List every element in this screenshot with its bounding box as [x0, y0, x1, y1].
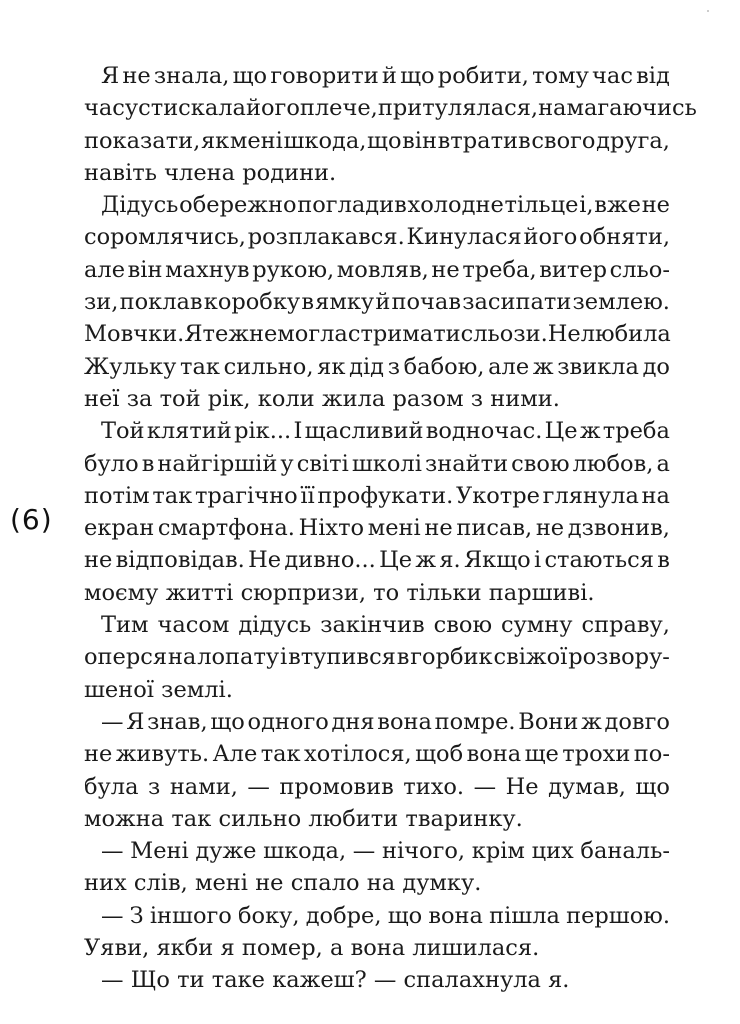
- word: свіжої: [493, 644, 568, 671]
- word: —: [101, 967, 124, 994]
- word: рукою,: [252, 256, 335, 283]
- word: я: [220, 935, 235, 962]
- word: ямку: [315, 289, 375, 316]
- word: до: [642, 353, 670, 380]
- body-text: [84, 60, 697, 997]
- word: погладив: [297, 192, 407, 219]
- word: Уяви,: [84, 935, 150, 962]
- word: писав,: [456, 515, 533, 542]
- word: ти: [177, 967, 205, 994]
- word: справу,: [581, 612, 670, 639]
- word: що: [232, 63, 268, 89]
- word: навіть: [84, 159, 157, 186]
- word: родини.: [242, 159, 337, 186]
- word: теж: [202, 321, 249, 348]
- word: разом: [392, 385, 464, 412]
- word: вона: [350, 935, 406, 962]
- word: не: [122, 63, 151, 89]
- word: його: [523, 224, 578, 251]
- word: і: [533, 547, 542, 574]
- word: щасливий: [304, 418, 424, 445]
- text-line: [84, 286, 670, 318]
- word: спало: [290, 870, 360, 897]
- word: Тим: [101, 612, 149, 639]
- word: ж: [532, 353, 554, 380]
- text-line: [84, 803, 670, 835]
- word: Не: [547, 321, 581, 348]
- text-line: [84, 544, 670, 576]
- word: стискала: [138, 95, 246, 122]
- word: на: [641, 482, 670, 509]
- word: вона: [466, 741, 522, 768]
- word: на: [366, 870, 396, 897]
- text-line: [84, 512, 670, 544]
- text-line: [84, 125, 670, 157]
- word: то: [373, 579, 400, 606]
- word: друга,: [596, 127, 670, 154]
- word: що: [387, 902, 423, 929]
- word: плече,: [299, 95, 378, 122]
- word: промовив: [279, 773, 394, 800]
- word: ж: [579, 418, 601, 445]
- word: Не: [505, 773, 539, 800]
- word: махнув: [165, 256, 250, 283]
- word: втратив: [437, 127, 531, 154]
- word: Мовчки.: [84, 321, 185, 348]
- word: знала,: [153, 63, 230, 89]
- word: Я: [184, 321, 203, 348]
- word: в: [396, 644, 410, 671]
- text-line: [84, 480, 670, 512]
- word: але: [84, 256, 126, 283]
- word: неї: [84, 385, 120, 412]
- word: звикла: [557, 353, 639, 380]
- word: смартфона.: [157, 515, 295, 542]
- word: нами,: [169, 773, 238, 800]
- word: —: [101, 838, 124, 865]
- word: дід: [349, 353, 385, 380]
- word: бабою,: [403, 353, 485, 380]
- word: не: [641, 192, 670, 219]
- word: лишилася.: [412, 935, 540, 962]
- word: паршиві.: [488, 579, 595, 606]
- word: треба: [602, 418, 670, 445]
- word: лопату: [197, 644, 280, 671]
- word: спалахнула: [403, 967, 541, 994]
- word: коробку: [203, 289, 301, 316]
- text-line: [84, 932, 670, 964]
- word: члена: [164, 159, 236, 186]
- word: найгіршій: [157, 450, 278, 477]
- word: час: [592, 63, 633, 89]
- word: крім: [471, 838, 525, 865]
- word: не: [255, 870, 284, 897]
- word: а: [329, 935, 344, 962]
- word: стримати: [347, 321, 461, 348]
- word: горбик: [410, 644, 493, 671]
- word: стаються: [544, 547, 654, 574]
- word: думав,: [548, 773, 626, 800]
- word: —: [247, 773, 270, 800]
- word: мені: [194, 870, 248, 897]
- text-line: [84, 383, 670, 415]
- word: І: [293, 418, 303, 445]
- word: рік...: [234, 418, 292, 445]
- word: не: [84, 741, 113, 768]
- word: з: [148, 773, 161, 800]
- word: глянула: [542, 482, 639, 509]
- word: що: [635, 773, 670, 800]
- word: сльо-: [609, 256, 670, 283]
- word: як: [200, 127, 230, 154]
- word: й: [375, 289, 391, 316]
- word: холодне: [407, 192, 504, 219]
- word: любила: [580, 321, 671, 348]
- word: Що: [130, 967, 170, 994]
- word: сильно: [218, 805, 302, 832]
- word: з: [470, 385, 484, 412]
- word: у: [280, 450, 294, 477]
- text-line: [84, 415, 670, 447]
- word: що: [367, 127, 402, 154]
- word: любити: [308, 805, 399, 832]
- word: дуже: [195, 838, 257, 865]
- word: першою.: [566, 902, 670, 929]
- word: Мені: [130, 838, 189, 865]
- word: Це: [544, 418, 578, 445]
- word: оперся: [84, 644, 168, 671]
- word: обережно: [179, 192, 297, 219]
- word: дідусь: [238, 612, 312, 639]
- word: Це: [379, 547, 413, 574]
- word: що: [400, 63, 435, 89]
- text-line: [84, 964, 670, 996]
- word: могла: [277, 321, 348, 348]
- text-line: [84, 92, 697, 124]
- word: землею.: [572, 289, 670, 316]
- word: них: [84, 870, 127, 897]
- word: сумну: [500, 612, 573, 639]
- word: —: [352, 838, 376, 865]
- word: світі: [296, 450, 349, 477]
- word: цих: [531, 838, 574, 865]
- word: намагаючись: [538, 95, 697, 122]
- word: помре.: [434, 708, 516, 735]
- word: її: [300, 482, 315, 509]
- word: З: [129, 902, 144, 929]
- word: його: [245, 95, 300, 122]
- text-line: [84, 577, 670, 609]
- word: профукати.: [317, 482, 454, 509]
- text-line: [84, 609, 670, 641]
- word: дивно...: [284, 547, 376, 574]
- word: довго: [604, 708, 670, 735]
- word: треба,: [462, 256, 537, 283]
- word: Укотре: [455, 482, 540, 509]
- word: не: [84, 547, 113, 574]
- word: свого: [531, 127, 596, 154]
- text-line: [84, 867, 670, 899]
- word: мені: [367, 515, 421, 542]
- word: землі.: [161, 676, 233, 703]
- word: Дідусь: [101, 192, 179, 219]
- word: не: [535, 515, 565, 542]
- word: часом: [157, 612, 230, 639]
- word: трагічно: [194, 482, 298, 509]
- word: жила: [321, 385, 386, 412]
- word: одного: [247, 708, 329, 735]
- word: таке: [211, 967, 265, 994]
- word: знайти: [424, 450, 509, 477]
- word: Якщо: [463, 547, 531, 574]
- word: знав,: [147, 708, 208, 735]
- word: Той: [101, 418, 145, 445]
- word: боку,: [238, 902, 300, 929]
- word: з: [387, 353, 400, 380]
- text-line: [84, 641, 670, 673]
- word: щоб: [415, 741, 464, 768]
- word: дзвонив,: [567, 515, 670, 542]
- text-line: [84, 835, 670, 867]
- word: тому: [532, 63, 589, 89]
- word: —: [373, 967, 397, 994]
- word: коли: [257, 385, 315, 412]
- word: шкода,: [283, 127, 367, 154]
- word: говорити: [270, 63, 379, 89]
- word: якби: [156, 935, 214, 962]
- word: Не: [248, 547, 282, 574]
- word: тільце: [504, 192, 579, 219]
- word: в: [141, 450, 155, 477]
- word: моєму: [84, 579, 159, 606]
- word: баналь-: [580, 838, 670, 865]
- word: відповідав.: [115, 547, 245, 574]
- text-line: [84, 221, 670, 253]
- word: закінчив: [320, 612, 425, 639]
- text-line: [84, 157, 670, 189]
- word: зи,: [84, 289, 119, 316]
- word: витер: [539, 256, 608, 283]
- word: мовляв,: [336, 256, 429, 283]
- word: по-: [633, 741, 670, 768]
- word: Кинулася: [406, 224, 522, 251]
- word: але: [488, 353, 530, 380]
- word: Я: [126, 708, 145, 735]
- word: мені: [229, 127, 283, 154]
- word: —: [101, 902, 124, 929]
- word: так: [152, 482, 193, 509]
- text-line: [84, 738, 670, 770]
- word: екран: [84, 515, 155, 542]
- word: кажеш?: [272, 967, 367, 994]
- word: тільки: [406, 579, 482, 606]
- word: від: [636, 63, 670, 89]
- word: рік,: [207, 385, 251, 412]
- paper-speck: [707, 10, 709, 12]
- word: як: [317, 353, 346, 380]
- word: і: [280, 644, 288, 671]
- word: сюрпризи,: [240, 579, 366, 606]
- word: Вони: [518, 708, 579, 735]
- word: тихо.: [403, 773, 465, 800]
- word: засипати: [462, 289, 572, 316]
- text-line: [84, 771, 670, 803]
- word: ще: [524, 741, 559, 768]
- word: слів,: [133, 870, 188, 897]
- word: соромлячись,: [84, 224, 246, 251]
- word: можна: [84, 805, 165, 832]
- word: той: [159, 385, 201, 412]
- text-line: [84, 448, 670, 480]
- word: —: [473, 773, 497, 800]
- text-line: [84, 351, 670, 383]
- word: не: [431, 256, 460, 283]
- word: ж: [581, 708, 602, 735]
- word: Ніхто: [298, 515, 365, 542]
- text-line: [84, 254, 670, 286]
- word: вже: [594, 192, 641, 219]
- word: вона: [428, 902, 483, 929]
- word: часу: [84, 95, 139, 122]
- word: в: [301, 289, 314, 316]
- word: вона: [377, 708, 432, 735]
- word: робити,: [437, 63, 529, 89]
- word: потім: [84, 482, 150, 509]
- word: сильно,: [223, 353, 314, 380]
- word: так: [180, 353, 220, 380]
- word: любов,: [572, 450, 654, 477]
- text-line: [84, 674, 670, 706]
- word: почав: [391, 289, 462, 316]
- word: поклав: [119, 289, 203, 316]
- word: трохи: [562, 741, 631, 768]
- word: була: [84, 773, 139, 800]
- word: Я: [101, 63, 120, 89]
- word: житті: [165, 579, 234, 606]
- word: ж: [415, 547, 437, 574]
- word: показати,: [84, 127, 201, 154]
- word: іншого: [149, 902, 232, 929]
- word: що: [210, 708, 245, 735]
- text-line: [84, 189, 670, 221]
- word: пішла: [489, 902, 560, 929]
- text-line: [84, 60, 670, 92]
- word: клятий: [146, 418, 232, 445]
- word: розвору-: [568, 644, 670, 671]
- word: в: [657, 547, 670, 574]
- word: нічого,: [381, 838, 466, 865]
- word: за: [126, 385, 153, 412]
- word: було: [84, 450, 139, 477]
- word: Жульку: [84, 353, 177, 380]
- word: я.: [548, 967, 570, 994]
- word: хотілося,: [304, 741, 412, 768]
- word: школі: [351, 450, 422, 477]
- word: не: [424, 515, 453, 542]
- word: добре,: [305, 902, 382, 929]
- word: ними.: [490, 385, 560, 412]
- word: так: [171, 805, 212, 832]
- word: свою: [511, 450, 570, 477]
- word: притулялася,: [377, 95, 539, 122]
- text-line: [84, 318, 670, 350]
- word: на: [167, 644, 197, 671]
- word: шкода,: [263, 838, 347, 865]
- word: Але: [212, 741, 258, 768]
- word: і,: [579, 192, 594, 219]
- word: я.: [439, 547, 461, 574]
- handwritten-margin-note: (6): [10, 503, 53, 536]
- text-line: [84, 706, 670, 738]
- word: не: [248, 321, 278, 348]
- word: розплакався.: [247, 224, 405, 251]
- word: думку.: [402, 870, 482, 897]
- word: шеної: [84, 676, 154, 703]
- word: помер,: [241, 935, 323, 962]
- word: обняти,: [579, 224, 670, 251]
- word: тваринку.: [405, 805, 523, 832]
- word: дня: [331, 708, 375, 735]
- text-line: [84, 900, 670, 932]
- word: —: [101, 708, 124, 735]
- word: а: [656, 450, 670, 477]
- word: й: [381, 63, 397, 89]
- word: живуть.: [115, 741, 210, 768]
- word: так: [260, 741, 301, 768]
- word: свою: [433, 612, 493, 639]
- word: водночас.: [425, 418, 543, 445]
- word: він: [402, 127, 438, 154]
- word: він: [127, 256, 163, 283]
- word: сльози.: [460, 321, 548, 348]
- word: втупився: [288, 644, 396, 671]
